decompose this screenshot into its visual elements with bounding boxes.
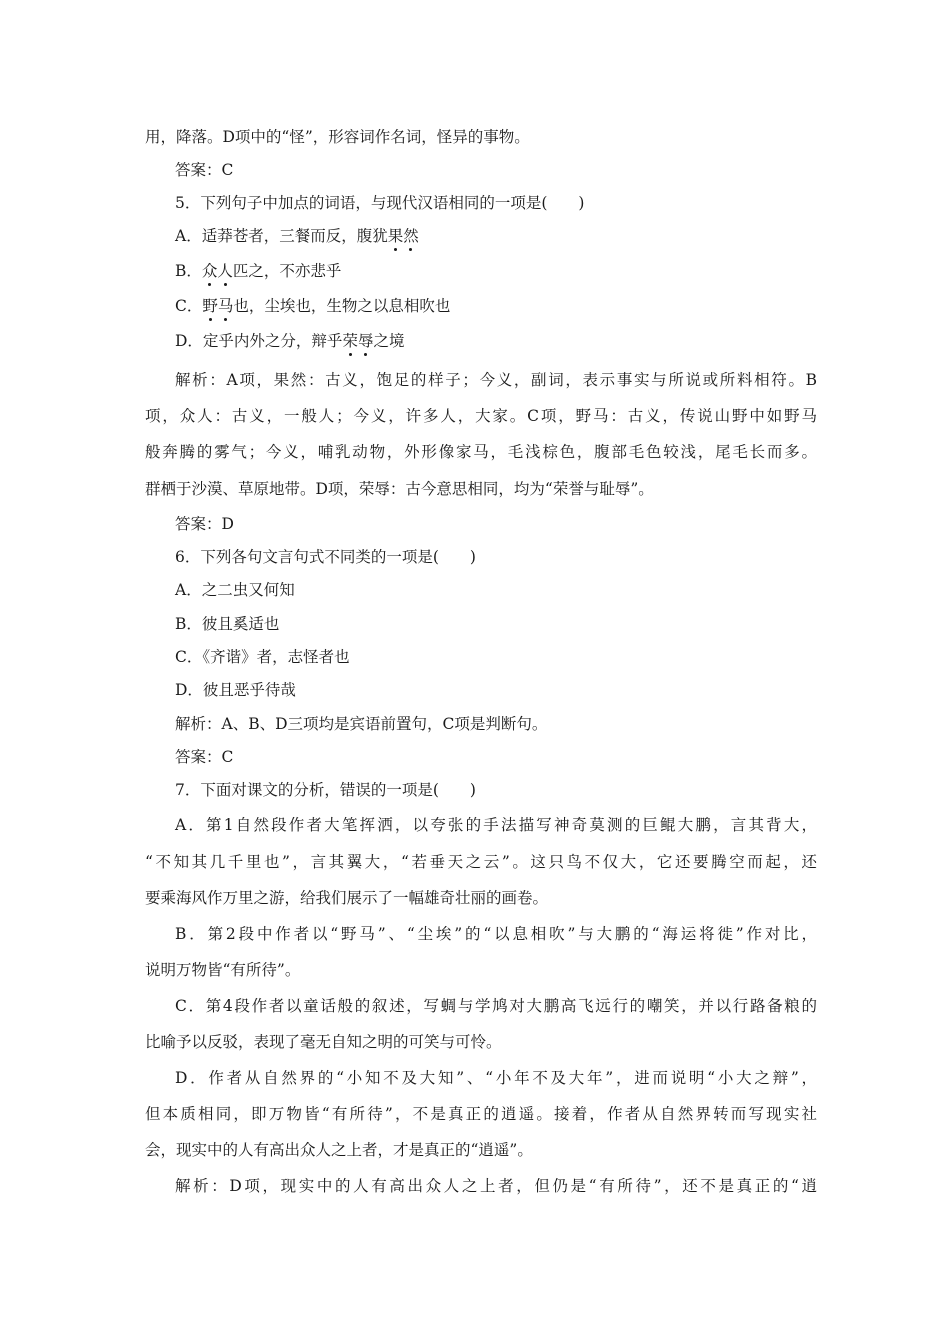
analysis-5-cont: 群栖于沙漠、草原地带。D项，荣辱：古今意思相同，均为“荣誉与耻辱”。	[145, 480, 654, 498]
option-6d: D．彼且恶乎待哉	[175, 681, 296, 699]
option-5c: C．野马也，尘埃也，生物之以息相吹也	[175, 297, 451, 315]
emphasis-char: 荣	[342, 332, 358, 350]
text-line: 用，降落。D项中的“怪”，形容词作名词，怪异的事物。	[145, 128, 530, 146]
option-5b: B．众人匹之，不亦悲乎	[175, 262, 342, 280]
emphasis-char: 野	[202, 297, 218, 315]
option-7c: C．第4段作者以童话般的叙述，写蜩与学鸠对大鹏高飞远行的嘲笑，并以行路备粮的	[175, 997, 817, 1015]
answer-line: 答案：D	[175, 515, 234, 533]
option-5d: D．定乎内外之分，辩乎荣辱之境	[175, 332, 405, 350]
option-7c-cont: 比喻予以反驳，表现了毫无自知之明的可笑与可怜。	[145, 1033, 502, 1051]
emphasis-char: 马	[217, 297, 234, 315]
option-7d-cont: 会，现实中的人有高出众人之上者，才是真正的“逍遥”。	[145, 1141, 533, 1159]
analysis-7: 解析：D项，现实中的人有高出众人之上者，但仍是“有所待”，还不是真正的“逍	[175, 1177, 817, 1195]
emphasis-char: 辱	[357, 332, 374, 350]
option-7d-cont: 但本质相同，即万物皆“有所待”，不是真正的逍遥。接着，作者从自然界转而写现实社	[145, 1105, 817, 1123]
question-7: 7．下面对课文的分析，错误的一项是( )	[175, 781, 476, 799]
option-6a: A．之二虫又何知	[175, 581, 295, 599]
question-6: 6．下列各句文言句式不同类的一项是( )	[175, 548, 476, 566]
emphasis-char: 人	[217, 262, 233, 280]
option-7d: D．作者从自然界的“小知不及大知”、“小年不及大年”，进而说明“小大之辩”，	[175, 1069, 817, 1087]
analysis-5: 解析：A项，果然：古义，饱足的样子；今义，副词，表示事实与所说或所料相符。B	[175, 371, 817, 389]
question-5: 5．下列句子中加点的词语，与现代汉语相同的一项是( )	[175, 194, 585, 212]
emphasis-char: 众	[201, 262, 218, 280]
answer-line: 答案：C	[175, 161, 234, 179]
emphasis-char: 果	[387, 227, 404, 245]
option-7b: B．第2段中作者以“野马”、“尘埃”的“以息相吹”与大鹏的“海运将徙”作对比，	[175, 925, 817, 943]
analysis-5-cont: 项，众人：古义，一般人；今义，许多人，大家。C项，野马：古义，传说山野中如野马	[145, 407, 817, 425]
analysis-5-cont: 般奔腾的雾气；今义，哺乳动物，外形像家马，毛浅棕色，腹部毛色较浅，尾毛长而多。	[145, 443, 817, 461]
emphasis-char: 然	[403, 227, 419, 245]
option-7a-cont: 要乘海风作万里之游，给我们展示了一幅雄奇壮丽的画卷。	[145, 889, 549, 907]
option-6c: C．《齐谐》者，志怪者也	[175, 648, 350, 666]
option-7a: A．第1自然段作者大笔挥洒，以夸张的手法描写神奇莫测的巨鲲大鹏，言其背大，	[175, 816, 817, 834]
analysis-6: 解析：A、B、D三项均是宾语前置句，C项是判断句。	[175, 715, 548, 733]
option-7b-cont: 说明万物皆“有所待”。	[145, 961, 301, 979]
answer-line: 答案：C	[175, 748, 234, 766]
option-5a: A．适莽苍者，三餐而反，腹犹果然	[175, 227, 419, 245]
option-7a-cont: “不知其几千里也”，言其翼大，“若垂天之云”。这只鸟不仅大，它还要腾空而起，还	[145, 853, 817, 871]
option-6b: B．彼且奚适也	[175, 615, 280, 633]
